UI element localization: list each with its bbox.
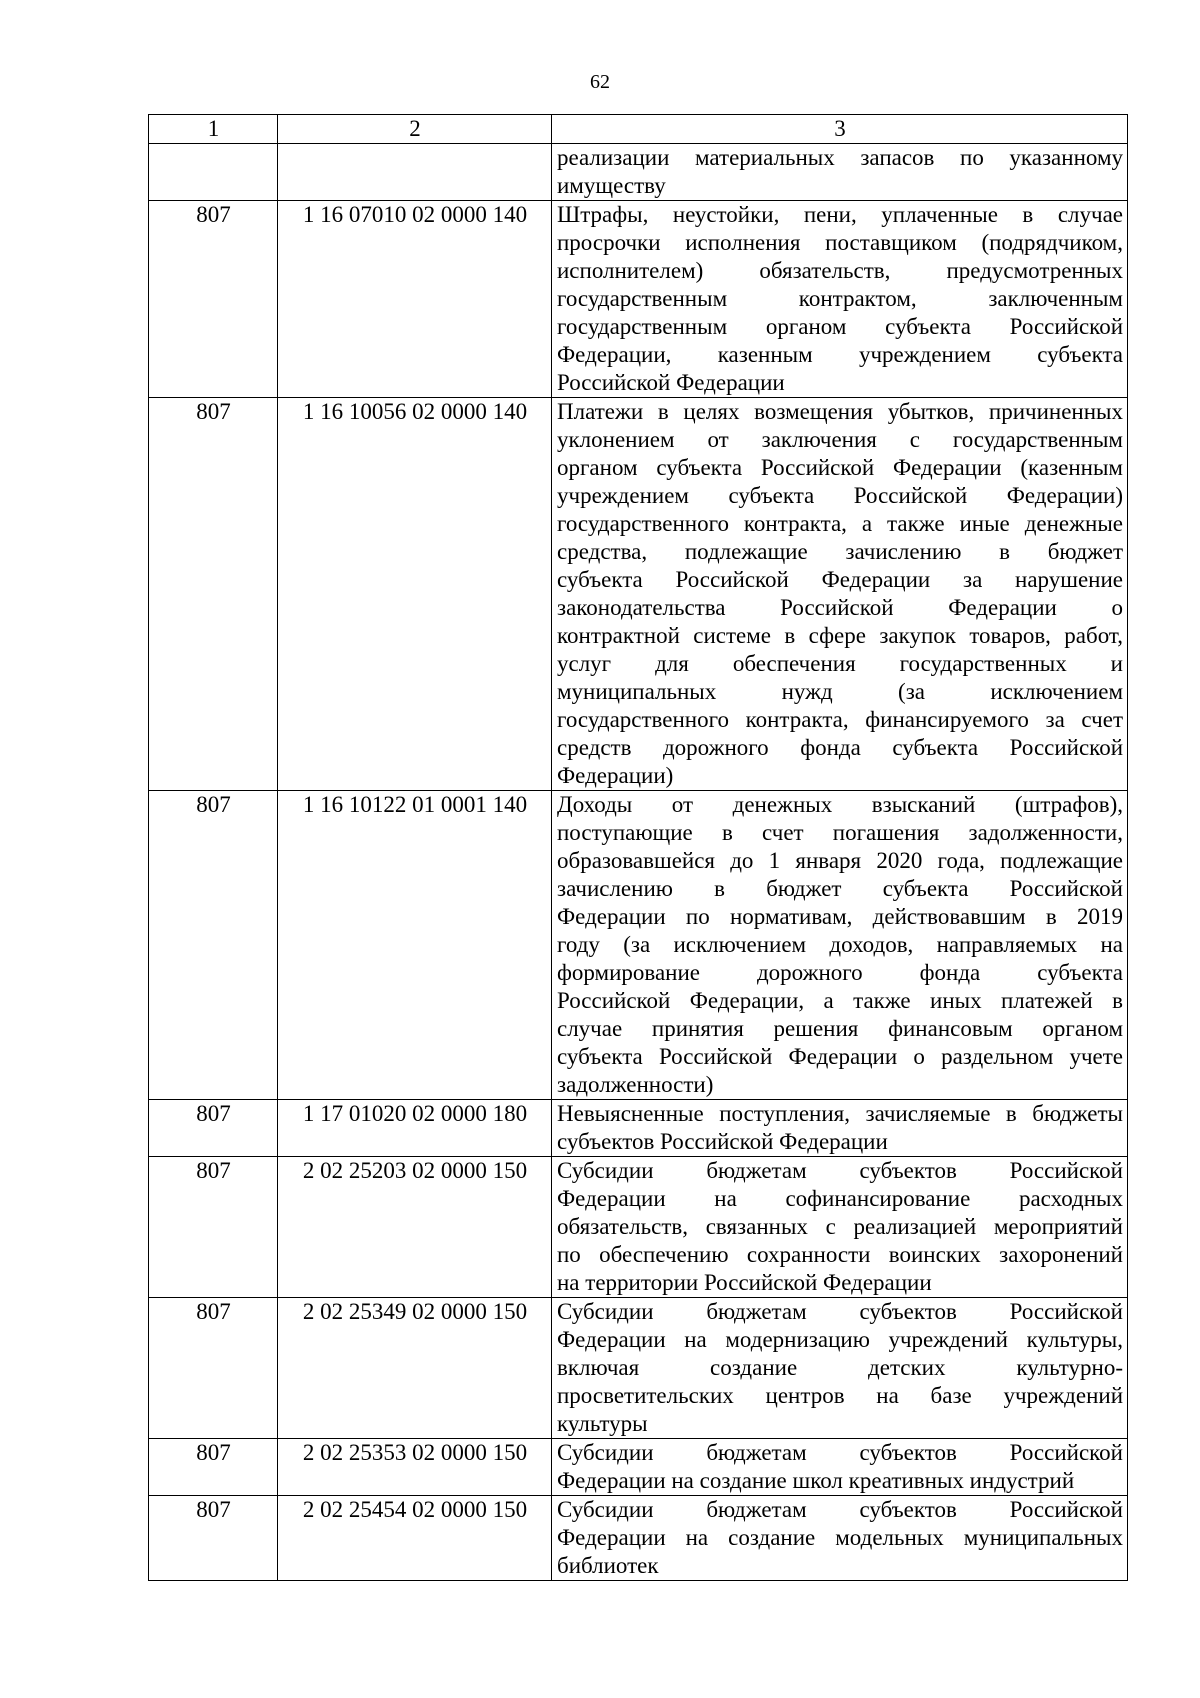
income-name-cell: [552, 1157, 1128, 1298]
income-name-line: Федерации на создание школ креативных индустрий: [557, 1468, 1075, 1493]
budget-classification-code-cell: 2 02 25203 02 0000 150: [278, 1157, 552, 1298]
admin-code-cell: 807: [149, 201, 278, 398]
income-name-line: уклонением от заключения с государственным: [557, 427, 1123, 452]
income-name-cell: [552, 1100, 1128, 1157]
income-name-line: Субсидии бюджетам субъектов Российской: [557, 1440, 1123, 1465]
income-codes-table: [148, 114, 1128, 1581]
income-name-line: средства, подлежащие зачислению в бюджет: [557, 539, 1123, 564]
income-name-line: Штрафы, неустойки, пени, уплаченные в случае: [557, 202, 1123, 227]
budget-classification-code-cell: 1 16 07010 02 0000 140: [278, 201, 552, 398]
table-row: [149, 398, 1128, 791]
table-row: [149, 201, 1128, 398]
income-name-line: органом субъекта Российской Федерации (казенным: [557, 455, 1123, 480]
income-name-line: государственным органом субъекта Российской: [557, 314, 1123, 339]
income-name-line: поступающие в счет погашения задолженности,: [557, 820, 1123, 845]
income-name-line: государственным контрактом, заключенным: [557, 286, 1123, 311]
page-number: 62: [590, 71, 610, 93]
income-name-line: Федерации): [557, 763, 674, 788]
income-name-line: государственного контракта, финансируемого за счет: [557, 707, 1123, 732]
income-name-line: исполнителем) обязательств, предусмотренных: [557, 258, 1123, 283]
income-name-cell: [552, 398, 1128, 791]
income-name-line: Субсидии бюджетам субъектов Российской: [557, 1299, 1123, 1324]
income-name-line: библиотек: [557, 1553, 659, 1578]
admin-code-cell: 807: [149, 1439, 278, 1496]
income-name-line: образовавшейся до 1 января 2020 года, подлежащие: [557, 848, 1123, 873]
income-name-line: средств дорожного фонда субъекта Российской: [557, 735, 1123, 760]
table-row: [149, 1157, 1128, 1298]
budget-classification-code-cell: [278, 144, 552, 201]
income-name-line: обязательств, связанных с реализацией мероприятий: [557, 1214, 1123, 1239]
admin-code-cell: 807: [149, 1157, 278, 1298]
income-name-line: зачислению в бюджет субъекта Российской: [557, 876, 1123, 901]
table-row: [149, 1439, 1128, 1496]
budget-classification-code-cell: 2 02 25349 02 0000 150: [278, 1298, 552, 1439]
income-name-line: просрочки исполнения поставщиком (подрядчиком,: [557, 230, 1123, 255]
income-name-line: формирование дорожного фонда субъекта: [557, 960, 1123, 985]
income-name-line: включая создание детских культурно-: [557, 1355, 1123, 1380]
income-name-line: Российской Федерации, а также иных платежей в: [557, 988, 1123, 1013]
income-name-line: реализации материальных запасов по указанному: [557, 145, 1123, 170]
income-name-cell: [552, 1298, 1128, 1439]
table-row: [149, 1298, 1128, 1439]
income-name-cell: [552, 1496, 1128, 1581]
income-name-line: законодательства Российской Федерации о: [557, 595, 1123, 620]
admin-code-cell: [149, 144, 278, 201]
income-name-line: просветительских центров на базе учреждений: [557, 1383, 1123, 1408]
income-name-line: субъекта Российской Федерации о раздельном учете: [557, 1044, 1123, 1069]
table-header-row: [149, 115, 1128, 144]
table-row: [149, 144, 1128, 201]
income-name-line: услуг для обеспечения государственных и: [557, 651, 1123, 676]
budget-classification-code-cell: 1 16 10122 01 0001 140: [278, 791, 552, 1100]
column-header-3: 3: [552, 115, 1128, 144]
income-name-line: имуществу: [557, 173, 666, 198]
income-name-line: Федерации по нормативам, действовавшим в 2019: [557, 904, 1123, 929]
budget-classification-code-cell: 1 16 10056 02 0000 140: [278, 398, 552, 791]
income-name-line: учреждением субъекта Российской Федерации): [557, 483, 1123, 508]
column-header-2: 2: [278, 115, 552, 144]
income-name-line: государственного контракта, а также иные денежные: [557, 511, 1123, 536]
income-name-line: Российской Федерации: [557, 370, 785, 395]
income-name-line: Федерации на модернизацию учреждений культуры,: [557, 1327, 1123, 1352]
income-name-line: на территории Российской Федерации: [557, 1270, 932, 1295]
income-name-line: Платежи в целях возмещения убытков, причиненных: [557, 399, 1123, 424]
income-name-line: Федерации на создание модельных муниципальных: [557, 1525, 1123, 1550]
table-row: [149, 791, 1128, 1100]
admin-code-cell: 807: [149, 791, 278, 1100]
table-row: [149, 1496, 1128, 1581]
income-name-cell: [552, 201, 1128, 398]
income-name-cell: [552, 791, 1128, 1100]
income-name-line: субъекта Российской Федерации за нарушение: [557, 567, 1123, 592]
admin-code-cell: 807: [149, 1496, 278, 1581]
income-name-line: случае принятия решения финансовым органом: [557, 1016, 1123, 1041]
income-name-cell: [552, 1439, 1128, 1496]
budget-classification-code-cell: 2 02 25353 02 0000 150: [278, 1439, 552, 1496]
income-name-line: Федерации на софинансирование расходных: [557, 1186, 1123, 1211]
income-name-cell: [552, 144, 1128, 201]
income-name-line: году (за исключением доходов, направляемых на: [557, 932, 1123, 957]
income-name-line: субъектов Российской Федерации: [557, 1129, 888, 1154]
income-name-line: задолженности): [557, 1072, 714, 1097]
income-name-line: контрактной системе в сфере закупок товаров, работ,: [557, 623, 1123, 648]
budget-classification-code-cell: 2 02 25454 02 0000 150: [278, 1496, 552, 1581]
budget-classification-code-cell: 1 17 01020 02 0000 180: [278, 1100, 552, 1157]
admin-code-cell: 807: [149, 1298, 278, 1439]
income-name-line: Субсидии бюджетам субъектов Российской: [557, 1158, 1123, 1183]
income-name-line: Невыясненные поступления, зачисляемые в бюджеты: [557, 1101, 1123, 1126]
table-body: [149, 144, 1128, 1581]
income-name-line: Доходы от денежных взысканий (штрафов),: [557, 792, 1123, 817]
column-header-1: 1: [149, 115, 278, 144]
table-row: [149, 1100, 1128, 1157]
income-name-line: по обеспечению сохранности воинских захоронений: [557, 1242, 1123, 1267]
income-name-line: Субсидии бюджетам субъектов Российской: [557, 1497, 1123, 1522]
admin-code-cell: 807: [149, 398, 278, 791]
income-name-line: культуры: [557, 1411, 648, 1436]
admin-code-cell: 807: [149, 1100, 278, 1157]
income-name-line: Федерации, казенным учреждением субъекта: [557, 342, 1123, 367]
income-name-line: муниципальных нужд (за исключением: [557, 679, 1123, 704]
